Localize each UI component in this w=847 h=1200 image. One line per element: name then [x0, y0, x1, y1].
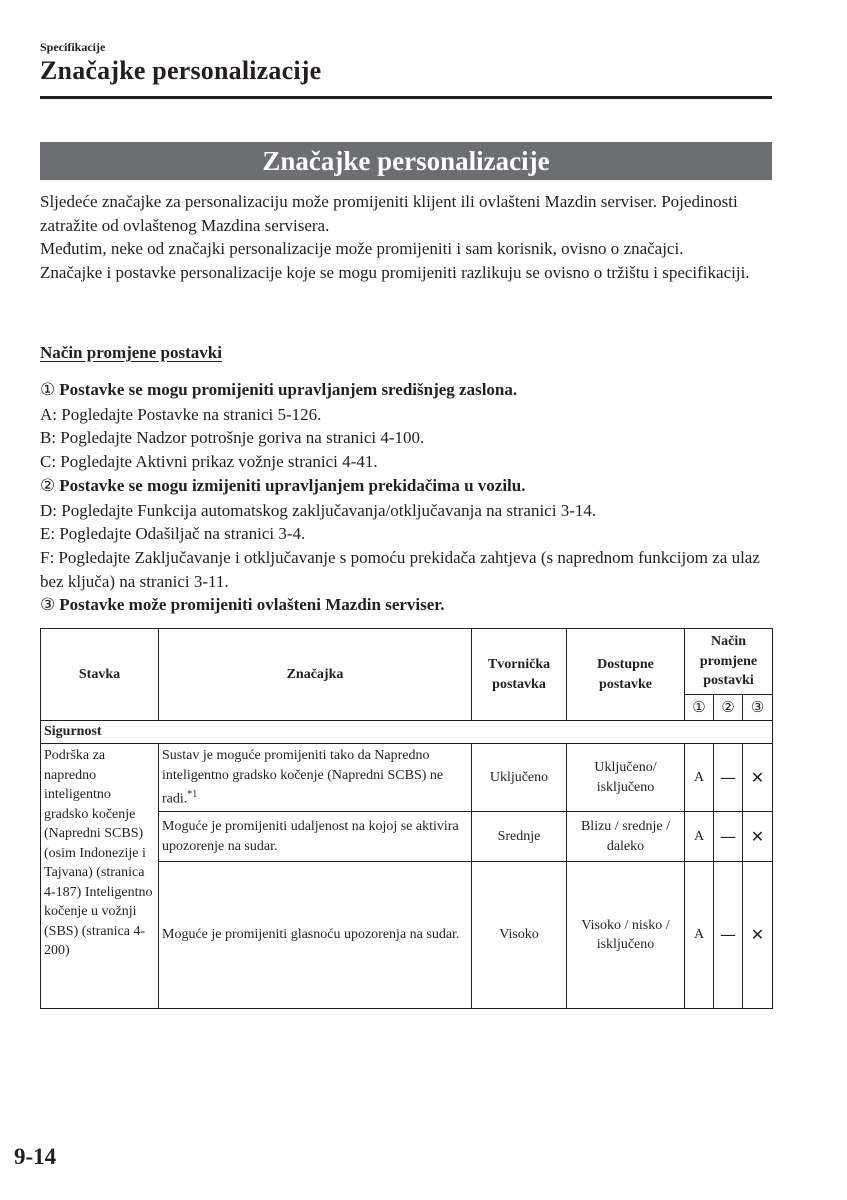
table-section-label: Sigurnost [41, 721, 773, 744]
method-2-value: — [714, 862, 743, 1009]
available-cell: Uključeno/ isključeno [567, 744, 685, 812]
available-cell: Blizu / srednje / daleko [567, 812, 685, 862]
method-1-value: A [685, 812, 714, 862]
page-title: Značajke personalizacije [40, 56, 322, 85]
method-1-ref-c: C: Pogledajte Aktivni prikaz vožnje stranici 4-41. [40, 452, 378, 472]
circled-two-icon: ② [40, 475, 56, 496]
methods-list [40, 378, 780, 618]
breadcrumb: Specifikacije [40, 40, 106, 54]
page-number: 9-14 [14, 1144, 57, 1169]
method-1-ref-a: A: Pogledajte Postavke na stranici 5-126. [40, 404, 322, 424]
feature-text: Sustav je moguće promijeniti tako da Napredno inteligentno gradsko kočenje (Napredni SCBS) ne radi. [162, 748, 444, 807]
method-2-ref-e: E: Pogledajte Odašiljač na stranici 3-4. [40, 524, 306, 544]
header-factory-setting: Tvornička postavka [472, 629, 567, 721]
method-3-heading [40, 593, 780, 618]
circled-one-icon: ① [40, 380, 56, 400]
method-2-ref-d: D: Pogledajte Funkcija automatskog zaključavanja/otključavanja na stranici 3-14. [40, 500, 597, 520]
cross-icon: ✕ [743, 744, 773, 812]
method-2-heading [40, 474, 780, 499]
header-method-1-icon: ① [685, 695, 714, 721]
method-1-title: Postavke se mogu promijeniti upravljanjem središnjeg zaslona. [59, 380, 518, 399]
header-item: Stavka [41, 629, 159, 721]
method-3-title: Postavke može promijeniti ovlašteni Mazdin serviser. [59, 595, 445, 615]
feature-cell: Moguće je promijeniti glasnoću upozorenja na sudar. [159, 862, 472, 1009]
factory-cell: Visoko [472, 862, 567, 1009]
footnote-marker: *1 [187, 789, 198, 800]
circled-three-icon: ③ [40, 595, 56, 616]
method-2-value: — [714, 812, 743, 862]
header-method-2-icon: ② [714, 695, 743, 721]
method-1-value: A [685, 744, 714, 812]
header-change-method: Način promjene postavki [685, 629, 773, 695]
header-feature: Značajka [159, 629, 472, 721]
feature-cell: Moguće je promijeniti udaljenost na kojoj se aktivira upozorenje na sudar. [159, 812, 472, 862]
header-available-settings: Dostupne postavke [567, 629, 685, 721]
title-rule [40, 96, 772, 99]
table-row [41, 744, 773, 812]
customization-table [40, 628, 773, 1009]
method-2-value: — [714, 744, 743, 812]
intro-paragraph: Značajke i postavke personalizacije koje se mogu promijeniti razlikuju se ovisno o tržištu i specifikaciji. [40, 262, 750, 282]
factory-cell: Srednje [472, 812, 567, 862]
factory-cell: Uključeno [472, 744, 567, 812]
method-2-title: Postavke se mogu izmijeniti upravljanjem prekidačima u vozilu. [59, 475, 526, 495]
subheading-method: Način promjene postavki [40, 343, 222, 362]
cross-icon: ✕ [743, 812, 773, 862]
feature-cell [159, 744, 472, 812]
available-cell: Visoko / nisko / isključeno [567, 862, 685, 1009]
intro-text [40, 190, 780, 284]
method-2-ref-f: F: Pogledajte Zaključavanje i otključavanje s pomoću prekidača zahtjeva (s naprednom funkcijom za ulaz bez ključa) na stranici 3-11. [40, 547, 760, 591]
cross-icon: ✕ [743, 862, 773, 1009]
method-1-heading [40, 378, 780, 403]
method-1-value: A [685, 862, 714, 1009]
intro-paragraph: Međutim, neke od značajki personalizacije može promijeniti i sam korisnik, ovisno o značajci. [40, 239, 684, 259]
header-method-3-icon: ③ [743, 695, 773, 721]
section-banner: Značajke personalizacije [40, 142, 772, 180]
item-cell: Podrška za napredno inteligentno gradsko kočenje (Napredni SCBS) (osim Indonezije i Tajvana) (stranica 4-187) Inteligentno kočenje u vožnji (SBS) (stranica 4-200) [41, 744, 159, 1009]
method-1-ref-b: B: Pogledajte Nadzor potrošnje goriva na stranici 4-100. [40, 428, 425, 448]
intro-paragraph: Sljedeće značajke za personalizaciju može promijeniti klijent ili ovlašteni Mazdin serviser. Pojedinosti zatražite od ovlaštenog Mazdina servisera. [40, 192, 738, 235]
